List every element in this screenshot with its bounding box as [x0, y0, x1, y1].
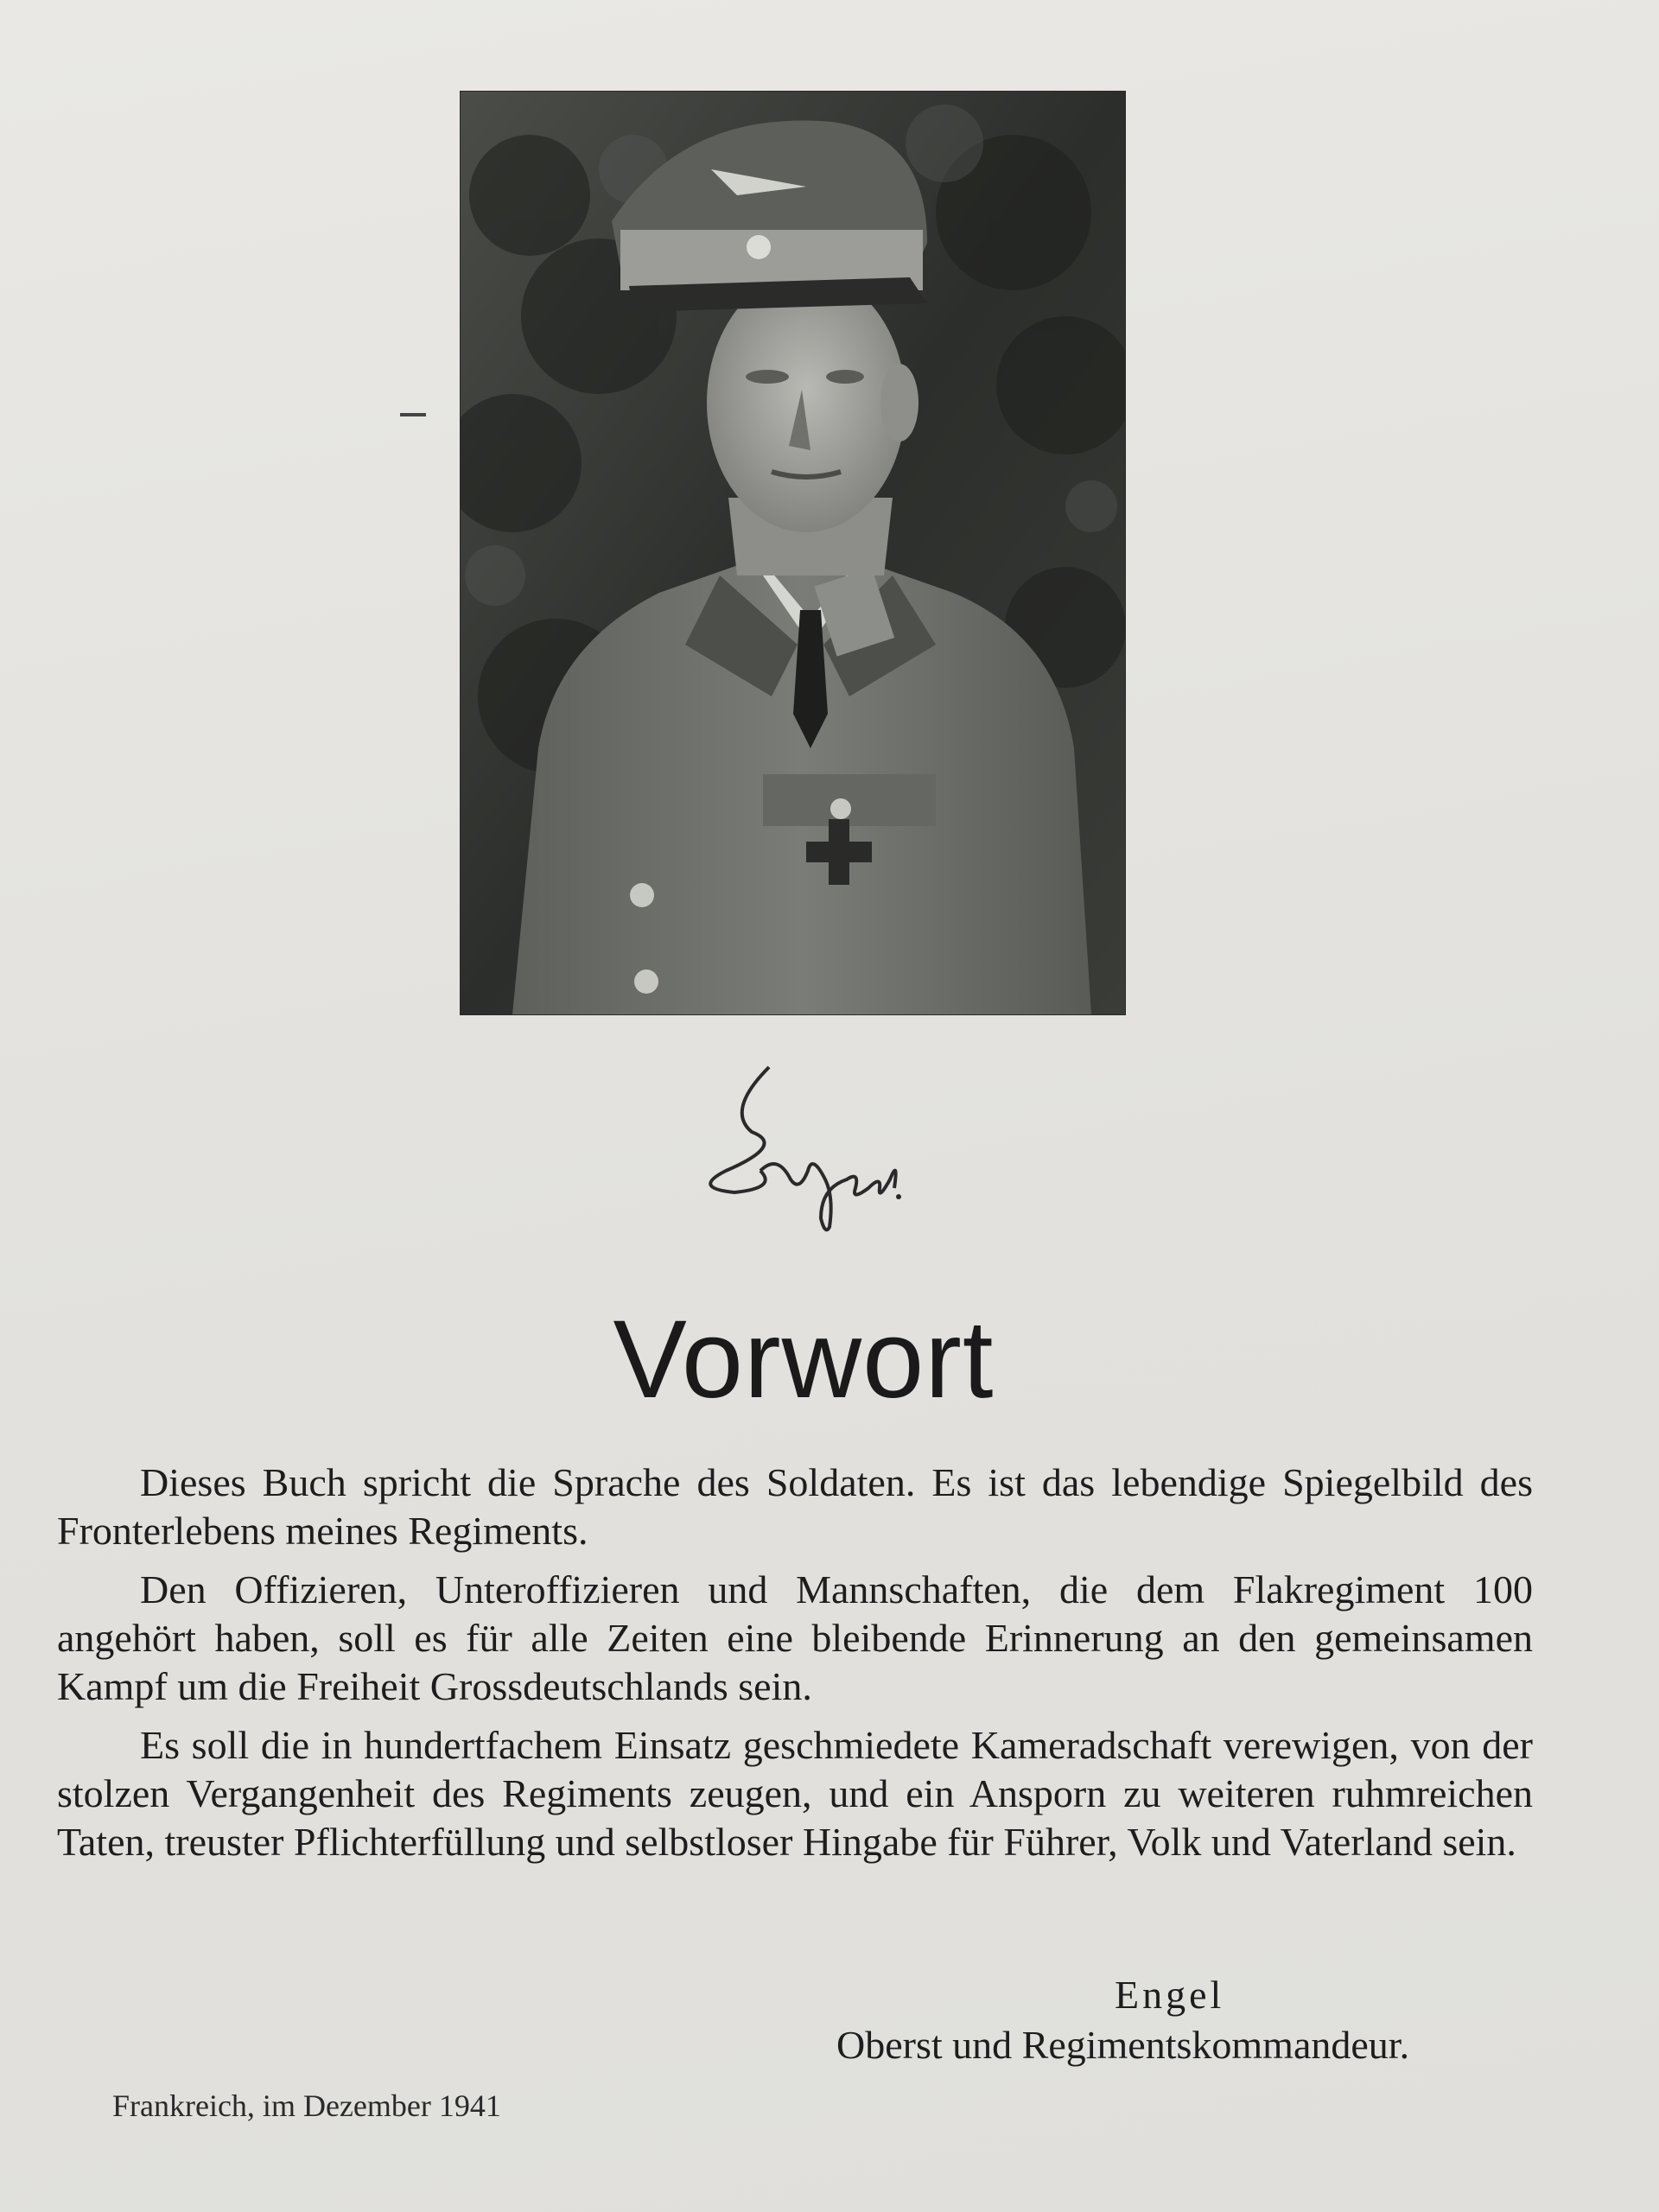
- paragraph: Es soll die in hundertfachem Einsatz geschmiedete Kameradschaft verewigen, von der stolzen Vergangenheit des Regiments zeugen, und ein Ansporn zu weiteren ruhmreichen Taten, treuster Pflichterfüllung und selbstloser Hingabe für Führer, Volk und Vaterland sein.: [57, 1723, 1533, 1864]
- signatory-title: Oberst und Regimentskommandeur.: [836, 2023, 1410, 2067]
- signatory-name: Engel: [1115, 1973, 1225, 2017]
- page-title: Vorwort: [613, 1298, 995, 1421]
- signature-scribble: [674, 1050, 925, 1240]
- page-mark: [400, 413, 426, 416]
- portrait-illustration: [461, 92, 1125, 1014]
- place-date: Frankreich, im Dezember 1941: [112, 2088, 501, 2123]
- portrait-photo: [461, 92, 1125, 1014]
- paragraph: Den Offizieren, Unteroffizieren und Mannschaften, die dem Flakregiment 100 angehört haben, soll es für alle Zeiten eine bleibende Erinnerung an den gemeinsamen Kampf um die Freiheit Grossdeutschlands sein.: [57, 1567, 1533, 1708]
- handwritten-signature: [674, 1050, 925, 1240]
- foreword-body: [57, 1459, 1533, 1877]
- paragraph: Dieses Buch spricht die Sprache des Soldaten. Es ist das lebendige Spiegelbild des Fronterlebens meines Regiments.: [57, 1460, 1533, 1553]
